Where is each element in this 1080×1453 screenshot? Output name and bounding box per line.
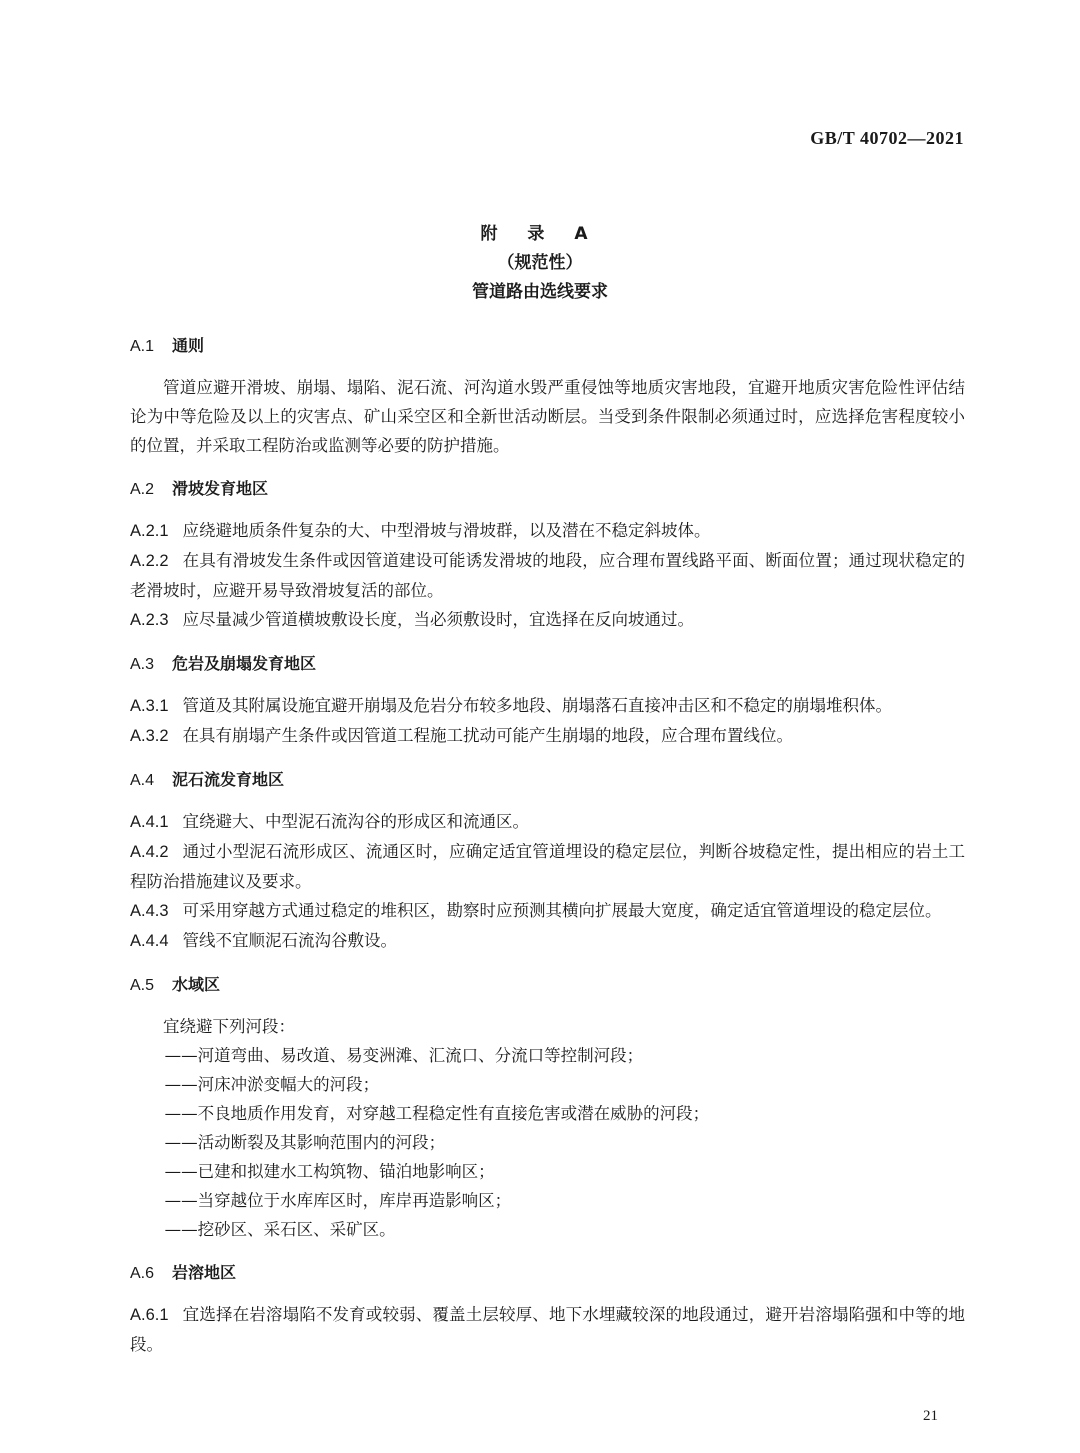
section-number: A.4	[130, 772, 155, 789]
list-item: ——挖砂区、采石区、采矿区。	[164, 1220, 396, 1239]
clause-number: A.4.4	[130, 932, 169, 950]
list-item: ——当穿越位于水库库区时，库岸再造影响区；	[164, 1191, 512, 1210]
section-title: 通则	[172, 336, 205, 355]
clause	[130, 605, 965, 635]
clause-text: 通过小型泥石流形成区、流通区时，应确定适宜管道埋设的稳定层位，判断谷坡稳定性，提出相应的岩土工程防治措施建议及要求。	[130, 842, 965, 891]
page-number: 21	[923, 1408, 938, 1424]
clause-text: 管道及其附属设施宜避开崩塌及危岩分布较多地段、崩塌落石直接冲击区和不稳定的崩塌堆积体。	[182, 696, 893, 715]
clause-text: 宜选择在岩溶塌陷不发育或较弱、覆盖土层较厚、地下水埋藏较深的地段通过，避开岩溶塌陷强和中等的地段。	[130, 1305, 965, 1354]
list-intro: 宜绕避下列河段：	[163, 1017, 295, 1036]
section-title: 泥石流发育地区	[172, 770, 285, 789]
section-title: 岩溶地区	[172, 1263, 237, 1282]
clause-number: A.6.1	[130, 1306, 169, 1324]
clause-number: A.4.1	[130, 813, 169, 831]
clause-number: A.4.3	[130, 902, 169, 920]
section-heading	[130, 1258, 965, 1288]
clause	[130, 837, 965, 896]
section-body: 管道应避开滑坡、崩塌、塌陷、泥石流、河沟道水毁严重侵蚀等地质灾害地段，宜避开地质灾害危险性评估结论为中等危险及以上的灾害点、矿山采空区和全新世活动断层。当受到条件限制必须通过时，应选择危害程度较小的位置，并采取工程防治或监测等必要的防护措施。	[130, 378, 965, 455]
section-heading	[130, 474, 965, 504]
annex-title-block	[0, 220, 1080, 307]
clause-number: A.3.1	[130, 697, 169, 715]
list-item: ——活动断裂及其影响范围内的河段；	[164, 1133, 446, 1152]
clause-text: 应尽量减少管道横坡敷设长度，当必须敷设时，宜选择在反向坡通过。	[182, 610, 695, 629]
clause	[130, 691, 965, 721]
clause	[130, 721, 965, 751]
annex-nature: （规范性）	[497, 253, 583, 273]
annex-label: 附 录 A	[480, 224, 600, 244]
list-item: ——河床冲淤变幅大的河段；	[164, 1075, 380, 1094]
clause-text: 在具有滑坡发生条件或因管道建设可能诱发滑坡的地段，应合理布置线路平面、断面位置；通过现状稳定的老滑坡时，应避开易导致滑坡复活的部位。	[130, 551, 965, 600]
list-item: ——河道弯曲、易改道、易变洲滩、汇流口、分流口等控制河段；	[164, 1046, 644, 1065]
list-item: ——已建和拟建水工构筑物、锚泊地影响区；	[164, 1162, 495, 1181]
clause-number: A.2.2	[130, 552, 169, 570]
clause	[130, 1300, 965, 1359]
clause	[130, 516, 965, 546]
clause-number: A.2.1	[130, 522, 169, 540]
section-number: A.1	[130, 338, 155, 355]
section-number: A.6	[130, 1265, 155, 1282]
clause-number: A.2.3	[130, 611, 169, 629]
section-heading	[130, 331, 965, 361]
clause-text: 管线不宜顺泥石流沟谷敷设。	[182, 931, 398, 950]
list-item: ——不良地质作用发育，对穿越工程稳定性有直接危害或潜在威胁的河段；	[164, 1104, 710, 1123]
clause-text: 可采用穿越方式通过稳定的堆积区，勘察时应预测其横向扩展最大宽度，确定适宜管道埋设的稳定层位。	[182, 901, 942, 920]
clause-number: A.4.2	[130, 843, 169, 861]
clause-text: 在具有崩塌产生条件或因管道工程施工扰动可能产生崩塌的地段，应合理布置线位。	[182, 726, 794, 745]
annex-content	[130, 331, 965, 1359]
section-number: A.3	[130, 656, 155, 673]
clause	[130, 926, 965, 956]
clause	[130, 546, 965, 605]
section-heading	[130, 970, 965, 1000]
section-heading	[130, 765, 965, 795]
annex-name: 管道路由选线要求	[472, 282, 608, 302]
clause-text: 应绕避地质条件复杂的大、中型滑坡与滑坡群，以及潜在不稳定斜坡体。	[182, 521, 711, 540]
clause-number: A.3.2	[130, 727, 169, 745]
standard-number: GB/T 40702—2021	[810, 128, 964, 148]
section-number: A.2	[130, 481, 155, 498]
section-title: 危岩及崩塌发育地区	[172, 654, 317, 673]
section-heading	[130, 649, 965, 679]
clause	[130, 807, 965, 837]
section-title: 水域区	[172, 975, 221, 994]
section-title: 滑坡发育地区	[172, 479, 269, 498]
clause	[130, 896, 965, 926]
clause-text: 宜绕避大、中型泥石流沟谷的形成区和流通区。	[182, 812, 530, 831]
section-number: A.5	[130, 977, 155, 994]
